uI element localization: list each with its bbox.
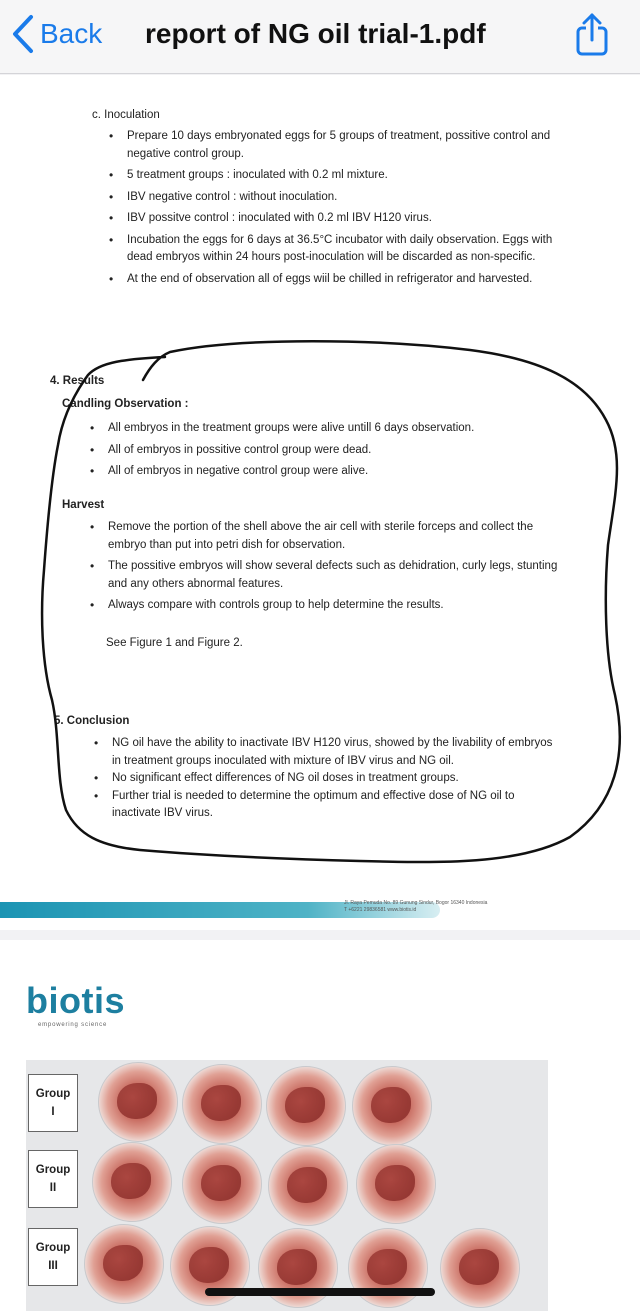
list-item: • IBV negative control : without inoculation. — [107, 189, 557, 207]
list-item: • IBV possitve control : inoculated with 0.2 ml IBV H120 virus. — [107, 210, 557, 228]
share-button[interactable] — [574, 12, 610, 61]
petri-dish — [356, 1144, 436, 1224]
footer-address-line: T +6221 29836581 www.biotis.id — [344, 907, 417, 913]
petri-dish — [84, 1224, 164, 1304]
logo-tagline: empowering science — [38, 1022, 108, 1028]
harvest-list — [88, 519, 558, 619]
group-label-line: Group — [35, 1164, 71, 1176]
petri-dish — [352, 1066, 432, 1146]
petri-dish — [98, 1062, 178, 1142]
home-indicator[interactable] — [205, 1288, 435, 1296]
embryo — [277, 1249, 317, 1285]
list-item: • NG oil have the ability to inactivate IBV H120 virus, showed by the livability of embryos in treatment groups inoculated with mixture of IBV virus and NG oil. — [92, 735, 560, 770]
embryo — [111, 1163, 151, 1199]
group-label-line: Group — [35, 1088, 71, 1100]
group-label-line: Group — [35, 1242, 71, 1254]
group-label — [28, 1074, 78, 1132]
embryo — [459, 1249, 499, 1285]
list-item: • All of embryos in negative control group were alive. — [88, 463, 558, 481]
list-item: • At the end of observation all of eggs wiil be chilled in refrigerator and harvested. — [107, 271, 557, 289]
inoculation-list — [107, 128, 557, 292]
embryo — [285, 1087, 325, 1123]
petri-dish — [266, 1066, 346, 1146]
results-heading: 4. Results — [50, 375, 105, 387]
footer-address — [344, 900, 564, 914]
pdf-page-1 — [0, 75, 640, 930]
group-label — [28, 1150, 78, 1208]
conclusion-heading: 5. Conclusion — [54, 715, 130, 727]
embryo — [367, 1249, 407, 1285]
back-label: Back — [40, 18, 103, 49]
navigation-bar — [0, 0, 640, 74]
document-title: report of NG oil trial-1.pdf — [145, 18, 486, 49]
biotis-logo: biotis — [26, 980, 125, 1021]
list-item: • 5 treatment groups : inoculated with 0.2 ml mixture. — [107, 167, 557, 185]
list-item: • Incubation the eggs for 6 days at 36.5°C incubator with daily observation. Eggs with dead embryos within 24 hours post-inoculation will be discarded as non-specific. — [107, 232, 557, 267]
group-label-line: II — [49, 1182, 57, 1194]
petri-dish — [348, 1228, 428, 1308]
candling-list — [88, 420, 558, 485]
list-item: • All of embryos in possitive control group were dead. — [88, 442, 558, 460]
petri-dish — [182, 1144, 262, 1224]
embryo — [201, 1085, 241, 1121]
pdf-page-2 — [0, 940, 640, 1311]
embryo — [375, 1165, 415, 1201]
group-label — [28, 1228, 78, 1286]
petri-dish — [258, 1228, 338, 1308]
harvest-heading: Harvest — [62, 499, 105, 511]
embryo — [117, 1083, 157, 1119]
embryo — [371, 1087, 411, 1123]
share-icon — [574, 12, 610, 56]
candling-heading: Candling Observation : — [62, 398, 189, 410]
embryo — [189, 1247, 229, 1283]
footer-address-line: Jl. Raya Pemuda No. 89 Gunung Sindur, Bogor 16340 Indonesia — [344, 900, 488, 906]
list-item: • Further trial is needed to determine the optimum and effective dose of NG oil to inactivate IBV virus. — [92, 788, 560, 823]
list-item: • The possitive embryos will show several defects such as dehidration, curly legs, stunting and any others abnormal features. — [88, 558, 558, 593]
list-item: • Remove the portion of the shell above the air cell with sterile forceps and collect the embryo than put into petri dish for observation. — [88, 519, 558, 554]
petri-dish — [268, 1146, 348, 1226]
list-item: • All embryos in the treatment groups were alive untill 6 days observation. — [88, 420, 558, 438]
list-item: • No significant effect differences of NG oil doses in treatment groups. — [92, 770, 560, 788]
list-item: • Always compare with controls group to help determine the results. — [88, 597, 558, 615]
embryo — [201, 1165, 241, 1201]
list-item: • Prepare 10 days embryonated eggs for 5 groups of treatment, possitive control and negative control group. — [107, 128, 557, 163]
petri-dish — [182, 1064, 262, 1144]
see-figure-text: See Figure 1 and Figure 2. — [106, 637, 243, 649]
group-label-line: III — [48, 1260, 58, 1272]
embryo — [103, 1245, 143, 1281]
conclusion-list — [92, 735, 560, 827]
petri-dish — [92, 1142, 172, 1222]
petri-dish — [440, 1228, 520, 1308]
chevron-left-icon — [12, 14, 34, 54]
inoculation-heading: c. Inoculation — [92, 109, 160, 121]
group-label-line: I — [51, 1106, 55, 1118]
back-button[interactable] — [12, 14, 102, 54]
embryo — [287, 1167, 327, 1203]
embryo-photo — [26, 1060, 548, 1311]
